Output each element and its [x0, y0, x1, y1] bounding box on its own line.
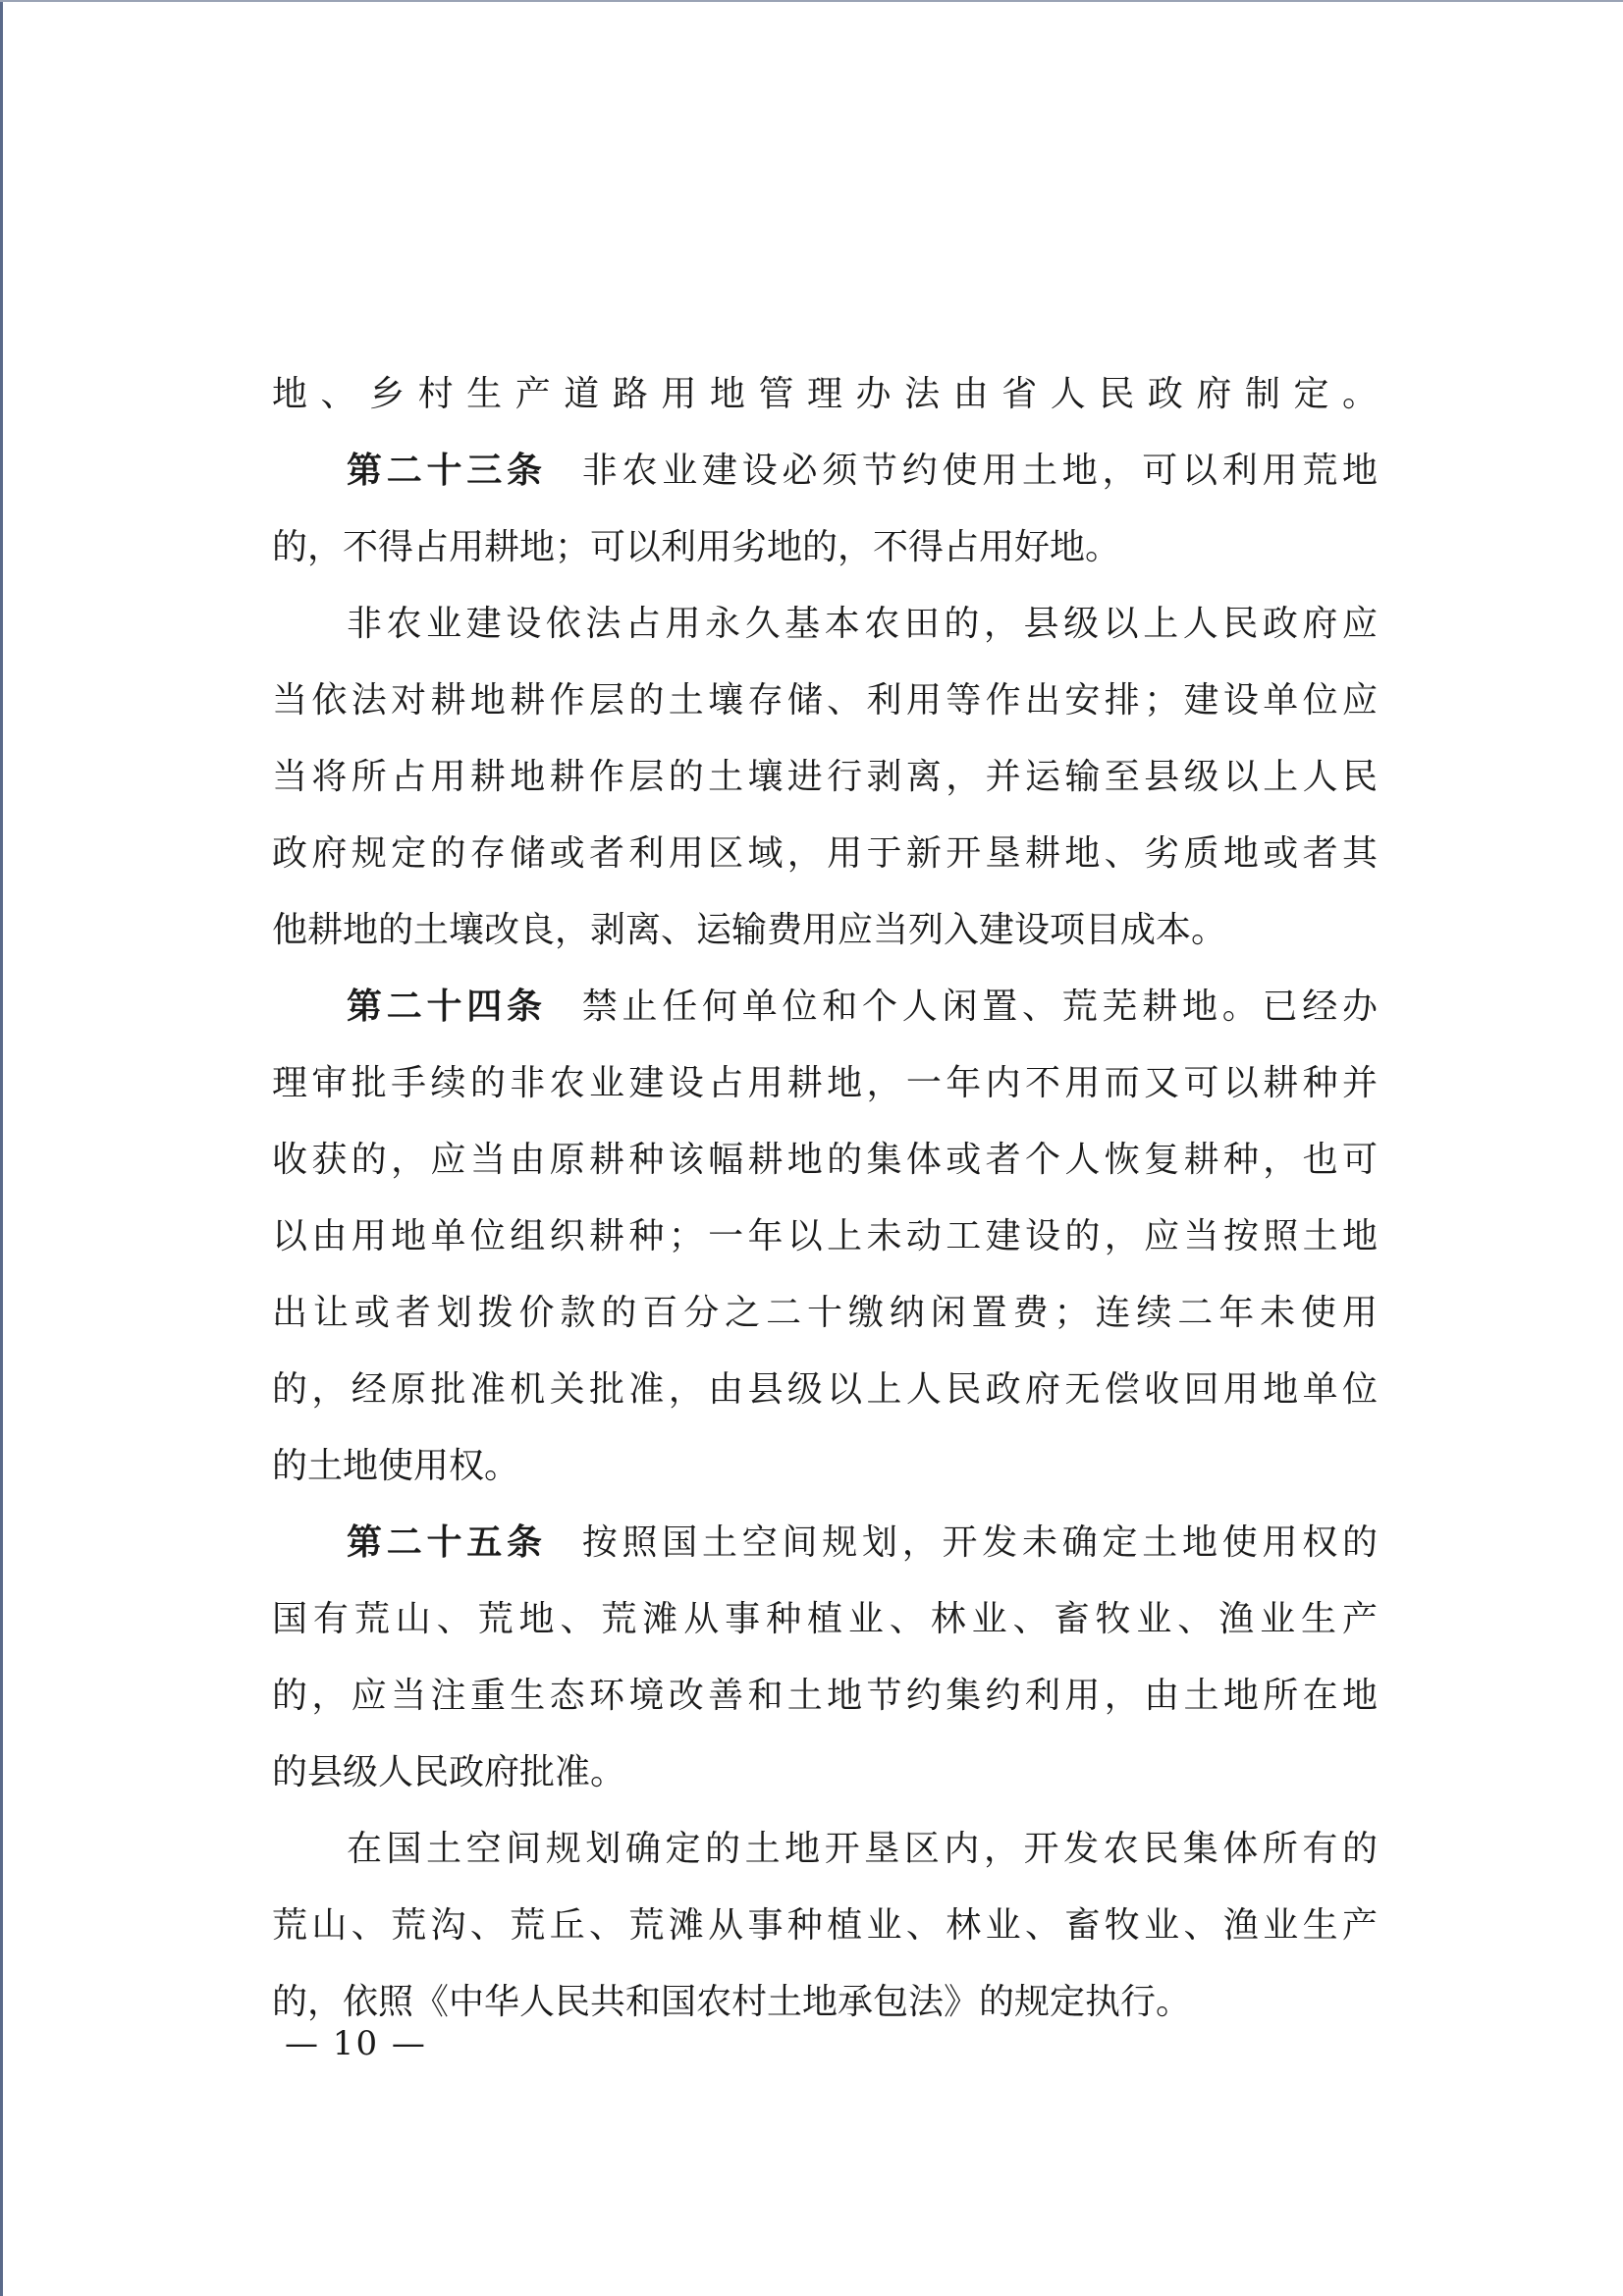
line-text: 地、乡村生产道路用地管理办法由省人民政府制定。 [272, 374, 1378, 414]
line-text: 出让或者划拨价款的百分之二十缴纳闲置费；连续二年未使用 [272, 1293, 1378, 1333]
line-17 [272, 1581, 1378, 1658]
line-text: 国有荒山、荒地、荒滩从事种植业、林业、畜牧业、渔业生产 [272, 1599, 1378, 1639]
line-text: 当将所占用耕地耕作层的土壤进行剥离，并运输至县级以上人民 [272, 757, 1378, 797]
line-text: 理审批手续的非农业建设占用耕地，一年内不用而又可以耕种并 [272, 1063, 1378, 1103]
line-14 [272, 1352, 1378, 1428]
line-12 [272, 1199, 1378, 1275]
article-25-heading-line [272, 1505, 1378, 1581]
line-text: 他耕地的土壤改良，剥离、运输费用应当列入建设项目成本。 [272, 910, 1227, 950]
line-text: 的县级人民政府批准。 [272, 1752, 626, 1792]
line-1 [272, 356, 1378, 433]
line-text: 的，应当注重生态环境改善和土地节约集约利用，由土地所在地 [272, 1676, 1378, 1716]
line-11 [272, 1122, 1378, 1199]
line-10 [272, 1045, 1378, 1122]
line-text: 按照国土空间规划，开发未确定土地使用权的 [581, 1522, 1378, 1563]
line-text: 当依法对耕地耕作层的土壤存储、利用等作出安排；建设单位应 [272, 680, 1378, 721]
line-text: 禁止任何单位和个人闲置、荒芜耕地。已经办 [581, 987, 1378, 1027]
line-15 [272, 1428, 1378, 1505]
document-body [272, 356, 1378, 2041]
line-text: 非农业建设必须节约使用土地，可以利用荒地 [581, 451, 1378, 491]
line-text: 的，经原批准机关批准，由县级以上人民政府无偿收回用地单位 [272, 1369, 1378, 1410]
line-7 [272, 816, 1378, 892]
paragraph-start-line [272, 1811, 1378, 1888]
line-text: 的土地使用权。 [272, 1446, 520, 1486]
line-18 [272, 1658, 1378, 1735]
line-text: 荒山、荒沟、荒丘、荒滩从事种植业、林业、畜牧业、渔业生产 [272, 1905, 1378, 1946]
scan-edge-top [0, 0, 1623, 2]
line-8 [272, 892, 1378, 969]
line-22 [272, 1964, 1378, 2041]
line-21 [272, 1888, 1378, 1964]
line-text: 的，不得占用耕地；可以利用劣地的，不得占用好地。 [272, 527, 1121, 567]
article-23-heading-line [272, 433, 1378, 509]
line-text: 政府规定的存储或者利用区域，用于新开垦耕地、劣质地或者其 [272, 833, 1378, 874]
page-number: — 10 — [285, 2024, 427, 2063]
line-6 [272, 739, 1378, 816]
line-text: 收获的，应当由原耕种该幅耕地的集体或者个人恢复耕种，也可 [272, 1140, 1378, 1180]
scan-edge-left [0, 0, 3, 2296]
line-text: 在国土空间规划确定的土地开垦区内，开发农民集体所有的 [347, 1829, 1378, 1869]
line-text: 非农业建设依法占用永久基本农田的，县级以上人民政府应 [347, 604, 1378, 644]
line-text: 的，依照《中华人民共和国农村土地承包法》的规定执行。 [272, 1982, 1192, 2022]
line-5 [272, 663, 1378, 739]
article-number: 第二十五条 [347, 1522, 547, 1563]
article-number: 第二十三条 [347, 451, 547, 491]
line-text: 以由用地单位组织耕种；一年以上未动工建设的，应当按照土地 [272, 1216, 1378, 1256]
line-3 [272, 509, 1378, 586]
paragraph-start-line [272, 586, 1378, 663]
article-24-heading-line [272, 969, 1378, 1045]
article-number: 第二十四条 [347, 987, 547, 1027]
line-13 [272, 1275, 1378, 1352]
line-19 [272, 1735, 1378, 1811]
